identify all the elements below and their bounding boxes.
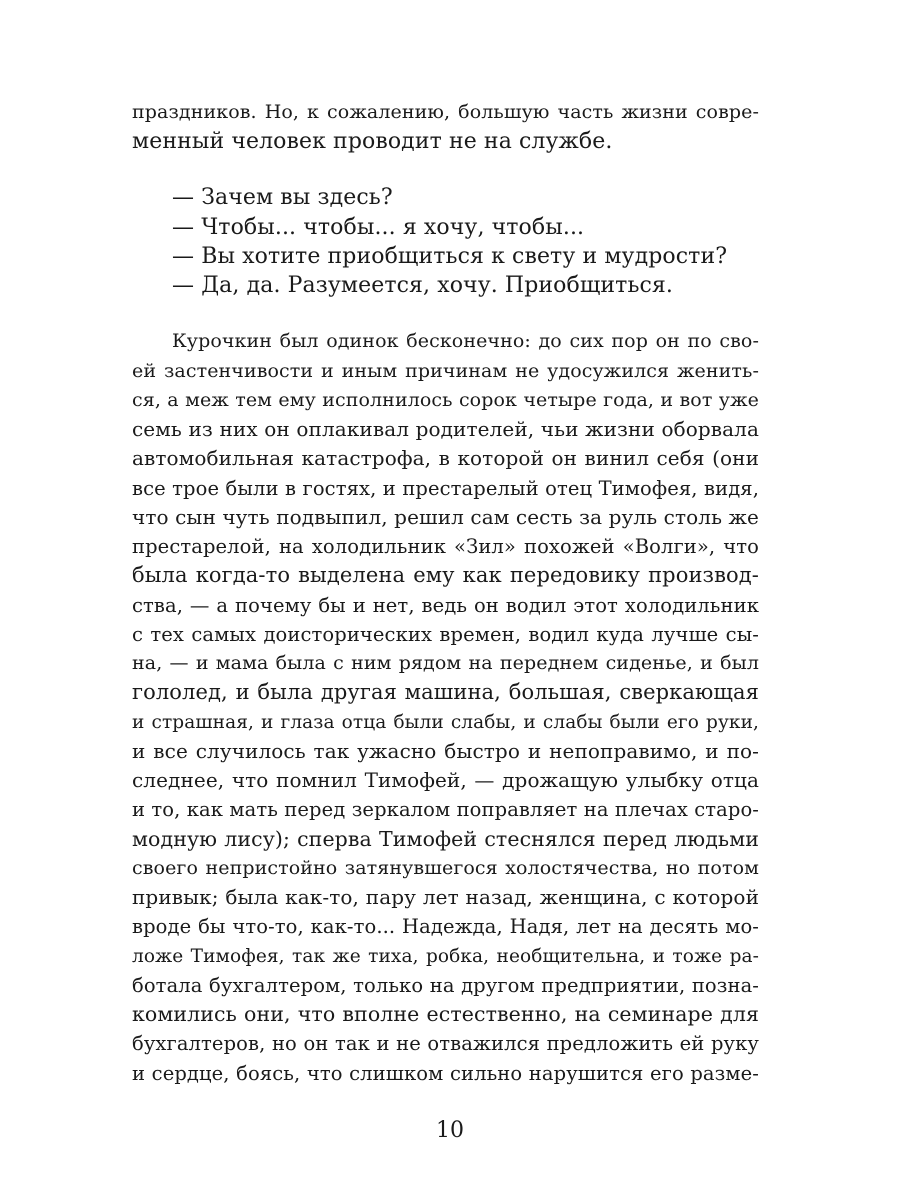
text-line: модную лису); сперва Тимофей стеснялся перед людьми: [132, 827, 759, 851]
text-line: своего непристойно затянувшегося холостячества, но потом: [132, 857, 759, 879]
text-line: все трое были в гостях, и престарелый отец Тимофея, видя,: [132, 477, 759, 500]
text-line: ботала бухгалтером, только на другом предприятии, позна-: [132, 974, 759, 997]
text-line: что сын чуть подвыпил, решил сам сесть за руль столь же: [132, 505, 759, 529]
text-line: на, — и мама была с ним рядом на переднем сиденье, и был: [132, 652, 759, 674]
text-line: следнее, что помнил Тимофей, — дрожащую улыбку отца: [132, 768, 759, 792]
text-line: бухгалтеров, но он так и не отважился предложить ей руку: [132, 1032, 759, 1055]
text-line: и то, как мать перед зеркалом поправляет на плечах старо-: [132, 798, 759, 821]
text-line: и все случилось так ужасно быстро и непоправимо, и по-: [132, 739, 759, 763]
text-line: Курочкин был одинок бесконечно: до сих пор он по сво-: [172, 330, 759, 352]
dialogue-line: — Вы хотите приобщиться к свету и мудрости?: [172, 244, 728, 269]
text-line: и сердце, боясь, что слишком сильно нарушится его разме-: [132, 1062, 759, 1085]
text-line: автомобильная катастрофа, в которой он винил себя (они: [132, 446, 759, 470]
text-line: с тех самых доисторических времен, водил куда лучше сы-: [132, 623, 759, 646]
text-line: праздников. Но, к сожалению, большую часть жизни совре-: [132, 101, 759, 123]
dialogue-line: — Зачем вы здесь?: [172, 185, 393, 210]
text-line: комились они, что вполне естественно, на семинаре для: [132, 1002, 759, 1026]
text-line: гололед, и была другая машина, большая, сверкающая: [132, 680, 759, 704]
page-number: 10: [436, 1118, 464, 1143]
text-line: престарелой, на холодильник «Зил» похожей «Волги», что: [132, 535, 759, 558]
text-line: была когда-то выделена ему как передовику производ-: [132, 563, 759, 587]
text-line: ей застенчивости и иным причинам не удосужился женить-: [132, 360, 759, 382]
text-line: менный человек проводит не на службе.: [132, 129, 613, 154]
text-line: ложе Тимофея, так же тиха, робка, необщительна, и тоже ра-: [132, 946, 759, 967]
text-line: ся, а меж тем ему исполнилось сорок четыре года, и вот уже: [132, 389, 759, 411]
text-line: семь из них он оплакивал родителей, чьи жизни оборвала: [132, 417, 759, 441]
dialogue-line: — Чтобы... чтобы... я хочу, чтобы...: [172, 215, 585, 240]
text-line: вроде бы что-то, как-то... Надежда, Надя, лет на десять мо-: [132, 915, 759, 938]
text-line: ства, — а почему бы и нет, ведь он водил этот холодильник: [132, 594, 759, 617]
dialogue-line: — Да, да. Разумеется, хочу. Приобщиться.: [172, 273, 674, 298]
text-line: и страшная, и глаза отца были слабы, и слабы были его руки,: [132, 712, 759, 733]
text-line: привык; была как-то, пару лет назад, женщина, с которой: [132, 885, 759, 909]
